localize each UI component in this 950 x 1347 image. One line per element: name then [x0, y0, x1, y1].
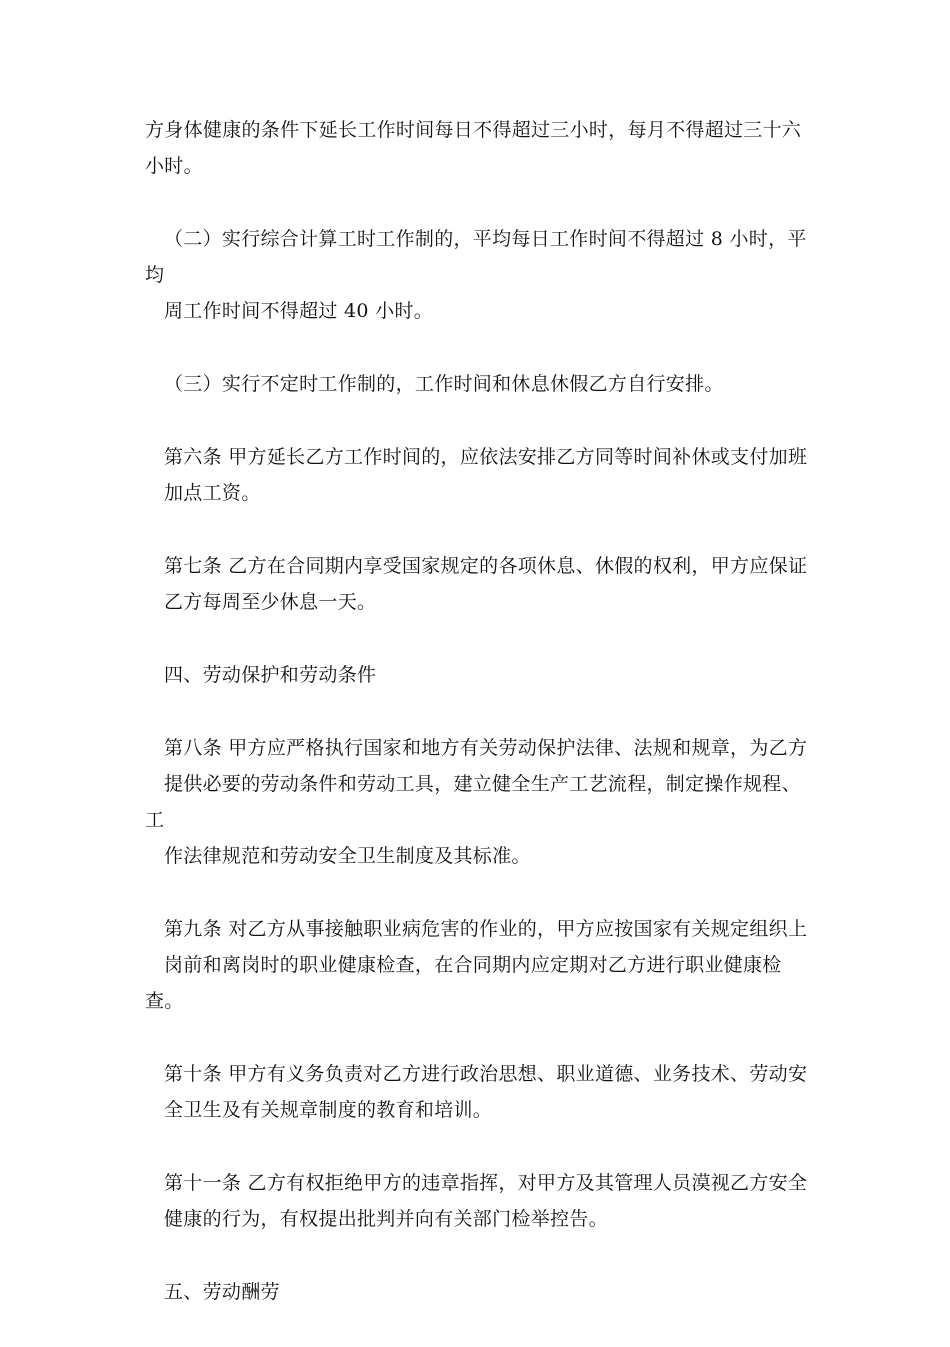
- article-7: [145, 548, 810, 620]
- text-line: 健康的行为，有权提出批判并向有关部门检举控告。: [164, 1208, 608, 1230]
- text-line: 第九条 对乙方从事接触职业病危害的作业的，甲方应按国家有关规定组织上: [164, 918, 808, 940]
- text-line: 全卫生及有关规章制度的教育和培训。: [164, 1099, 493, 1121]
- text-line: 第十一条 乙方有权拒绝甲方的违章指挥，对甲方及其管理人员漠视乙方安全: [164, 1172, 808, 1194]
- paragraph-comprehensive-hours: [145, 221, 810, 329]
- text-line: 第十条 甲方有义务负责对乙方进行政治思想、职业道德、业务技术、劳动安: [164, 1063, 808, 1085]
- text-line: 提供必要的劳动条件和劳动工具，建立健全生产工艺流程，制定操作规程、工: [145, 773, 801, 831]
- text-line: 周工作时间不得超过 40 小时。: [164, 300, 434, 322]
- text-line: 小时。: [145, 155, 203, 177]
- text-line: 乙方每周至少休息一天。: [164, 591, 377, 613]
- section-heading-labor-protection: [145, 657, 810, 693]
- document-body: [145, 112, 810, 1347]
- paragraph-flexible-hours: [145, 366, 810, 402]
- article-8: [145, 730, 810, 874]
- section-heading: 五、劳动酬劳: [164, 1281, 280, 1303]
- text-line: 岗前和离岗时的职业健康检查，在合同期内应定期对乙方进行职业健康检查。: [145, 954, 782, 1012]
- section-heading-labor-remuneration: [145, 1274, 810, 1310]
- text-line: 第七条 乙方在合同期内享受国家规定的各项休息、休假的权利，甲方应保证: [164, 555, 808, 577]
- text-line: 方身体健康的条件下延长工作时间每日不得超过三小时，每月不得超过三十六: [145, 119, 802, 141]
- text-line: 加点工资。: [164, 482, 261, 504]
- article-9: [145, 911, 810, 1019]
- article-6: [145, 439, 810, 511]
- text-line: 第八条 甲方应严格执行国家和地方有关劳动保护法律、法规和规章，为乙方: [164, 737, 808, 759]
- text-line: （三）实行不定时工作制的，工作时间和休息休假乙方自行安排。: [164, 373, 724, 395]
- paragraph-working-hours-continuation: [145, 112, 810, 184]
- text-line: （二）实行综合计算工时工作制的，平均每日工作时间不得超过 8 小时，平均: [145, 228, 807, 286]
- section-heading: 四、劳动保护和劳动条件: [164, 664, 377, 686]
- article-11: [145, 1165, 810, 1237]
- text-line: 第六条 甲方延长乙方工作时间的，应依法安排乙方同等时间补休或支付加班: [164, 446, 808, 468]
- text-line: 作法律规范和劳动安全卫生制度及其标准。: [164, 845, 531, 867]
- article-10: [145, 1056, 810, 1128]
